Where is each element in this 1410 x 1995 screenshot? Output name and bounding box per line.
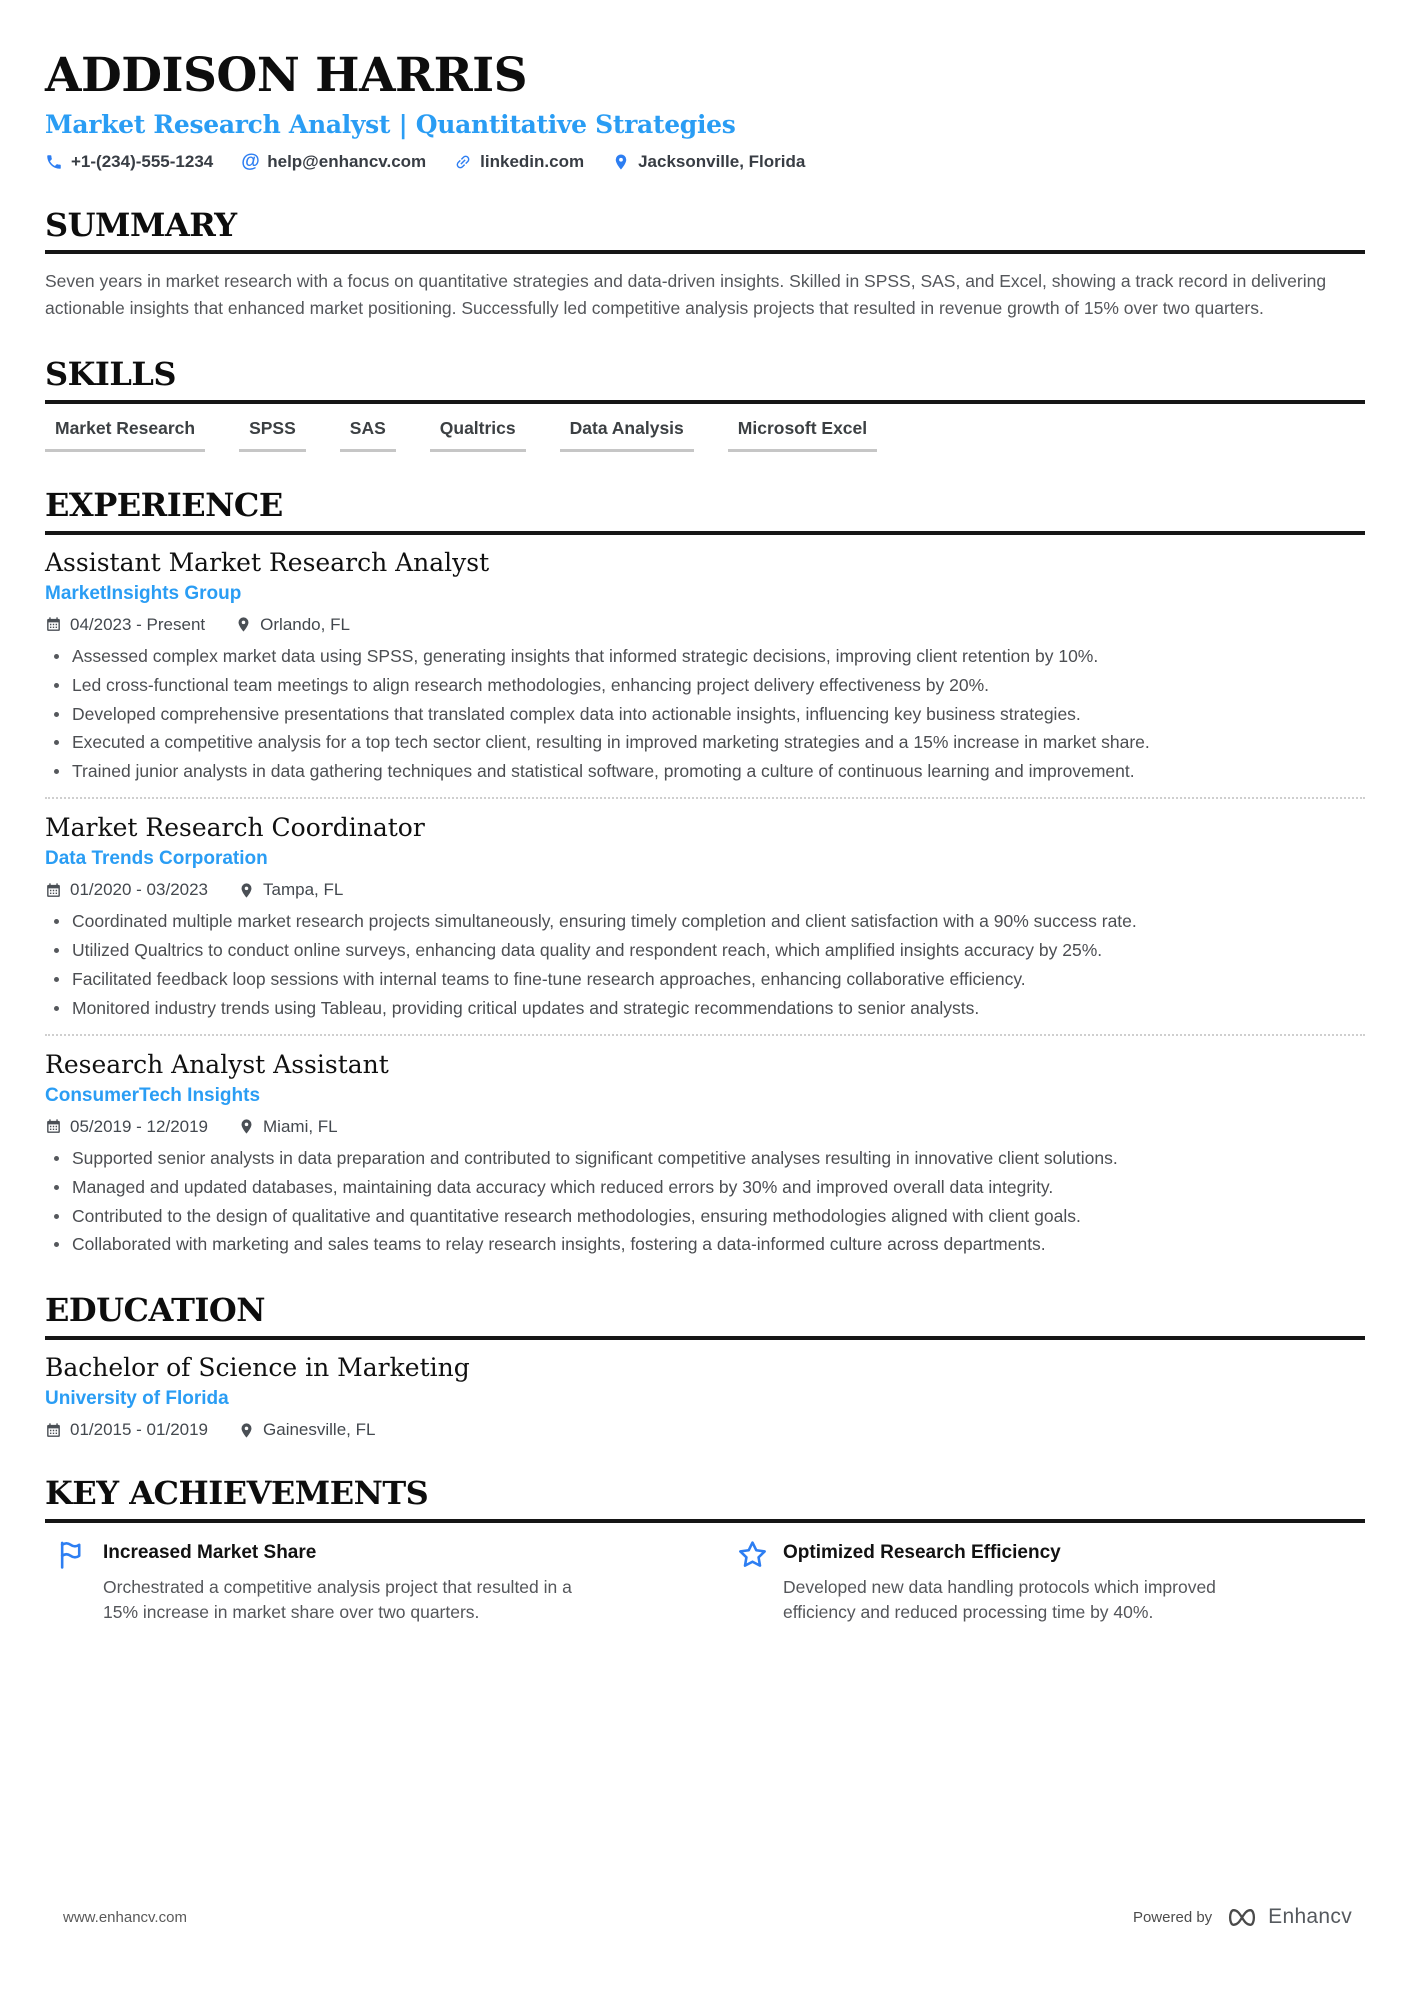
experience-entry [45, 812, 1365, 1021]
contact-row [45, 152, 1365, 172]
contact-linkedin[interactable] [454, 152, 584, 172]
skill-tag: Microsoft Excel [728, 418, 877, 452]
contact-email[interactable] [241, 152, 426, 172]
company-name: ConsumerTech Insights [45, 1084, 261, 1106]
job-bullet: Executed a competitive analysis for a top tech sector client, resulting in improved marketing strategies and a 15% increase in market share. [45, 730, 1365, 755]
education-section [45, 1292, 1365, 1440]
job-bullet: Contributed to the design of qualitative and quantitative research methodologies, ensuring methodologies aligned with client goals. [45, 1204, 1365, 1229]
job-title: Assistant Market Research Analyst [45, 547, 490, 577]
job-bullets [45, 909, 1365, 1020]
education-dates [45, 1420, 208, 1440]
calendar-icon [45, 882, 62, 899]
job-bullet: Collaborated with marketing and sales teams to relay research insights, fostering a data-informed culture across departments. [45, 1232, 1365, 1257]
candidate-name: ADDISON HARRIS [45, 48, 528, 103]
job-location-value: Orlando, FL [260, 614, 350, 634]
candidate-headline: Market Research Analyst | Quantitative Strategies [45, 109, 736, 139]
job-location [238, 1117, 338, 1137]
achievement-content [103, 1539, 583, 1625]
achievement-item [725, 1539, 1365, 1625]
contact-email-value: help@enhancv.com [267, 151, 427, 171]
achievements-section [45, 1475, 1365, 1625]
location-pin-icon [238, 882, 255, 899]
achievement-text: Orchestrated a competitive analysis project that resulted in a 15% increase in market share over two quarters. [103, 1576, 572, 1623]
job-bullet: Utilized Qualtrics to conduct online surveys, enhancing data quality and respondent reach, which amplified insights accuracy by 25%. [45, 938, 1365, 963]
footer-site-link[interactable]: www.enhancv.com [63, 1908, 187, 1926]
job-meta-row [45, 615, 1365, 635]
job-bullet: Assessed complex market data using SPSS, generating insights that informed strategic decisions, improving client retention by 10%. [45, 644, 1365, 669]
summary-heading: SUMMARY [45, 207, 1365, 255]
flag-icon [57, 1539, 88, 1570]
star-icon [737, 1539, 768, 1570]
experience-entry [45, 1049, 1365, 1258]
contact-phone-value: +1-(234)-555-1234 [71, 151, 214, 171]
job-location-value: Miami, FL [263, 1116, 338, 1136]
company-name: Data Trends Corporation [45, 848, 268, 870]
job-meta-row [45, 1117, 1365, 1137]
footer-branding [1133, 1905, 1352, 1929]
contact-phone[interactable] [45, 152, 213, 172]
job-location [235, 615, 350, 635]
education-heading: EDUCATION [45, 1292, 1365, 1340]
job-dates [45, 1117, 208, 1137]
degree-title: Bachelor of Science in Marketing [45, 1353, 470, 1383]
calendar-icon [45, 1422, 62, 1439]
achievement-title: Increased Market Share [103, 1542, 317, 1564]
job-title: Market Research Coordinator [45, 813, 425, 843]
company-name: MarketInsights Group [45, 582, 242, 604]
location-pin-icon [238, 1118, 255, 1135]
skills-row [45, 418, 1365, 452]
skills-section [45, 356, 1365, 452]
skill-tag: SAS [340, 418, 396, 452]
job-bullet: Supported senior analysts in data preparation and contributed to significant competitive analyses resulting in innovative client solutions. [45, 1146, 1365, 1171]
achievements-heading: KEY ACHIEVEMENTS [45, 1475, 1365, 1523]
calendar-icon [45, 1118, 62, 1135]
powered-by-label: Powered by [1132, 1908, 1213, 1926]
job-divider [45, 797, 1365, 799]
achievement-content [783, 1539, 1263, 1625]
job-bullet: Facilitated feedback loop sessions with internal teams to fine-tune research approaches, enhancing collaborative efficiency. [45, 967, 1365, 992]
job-divider [45, 1034, 1365, 1036]
education-dates-value: 01/2015 - 01/2019 [70, 1420, 209, 1440]
job-bullet: Monitored industry trends using Tableau, providing critical updates and strategic recommendations to senior analysts. [45, 996, 1365, 1021]
job-location [238, 880, 343, 900]
job-bullets [45, 644, 1365, 784]
job-dates-value: 05/2019 - 12/2019 [70, 1116, 209, 1136]
link-icon [450, 149, 475, 174]
contact-location [612, 152, 805, 172]
summary-section [45, 207, 1365, 321]
contact-location-value: Jacksonville, Florida [638, 151, 806, 171]
summary-text: Seven years in market research with a focus on quantitative strategies and data-driven insights. Skilled in SPSS, SAS, and Excel, showing a track record in delivering actionable insights that enhanced market positioning. Successfully led competitive analysis projects that resulted in revenue growth of 15% over two quarters. [45, 271, 1327, 318]
location-pin-icon [612, 153, 630, 171]
skill-tag: SPSS [239, 418, 306, 452]
job-dates-value: 01/2020 - 03/2023 [70, 880, 209, 900]
education-entry [45, 1352, 1365, 1440]
job-dates [45, 880, 208, 900]
contact-linkedin-value: linkedin.com [480, 151, 585, 171]
education-meta-row [45, 1420, 1365, 1440]
job-meta-row [45, 880, 1365, 900]
education-location [238, 1420, 375, 1440]
experience-section [45, 487, 1365, 1258]
phone-icon [45, 153, 63, 171]
experience-entry [45, 547, 1365, 784]
skill-tag: Qualtrics [430, 418, 526, 452]
skill-tag: Market Research [45, 418, 205, 452]
job-dates-value: 04/2023 - Present [70, 614, 206, 634]
brand-link[interactable] [1224, 1905, 1352, 1929]
job-bullet: Trained junior analysts in data gathering techniques and statistical software, promoting a culture of continuous learning and improvement. [45, 759, 1365, 784]
brand-name: Enhancv [1268, 1905, 1352, 1928]
enhancv-logo-icon [1224, 1906, 1260, 1929]
education-location-value: Gainesville, FL [263, 1420, 376, 1440]
achievement-title: Optimized Research Efficiency [783, 1542, 1061, 1564]
skill-tag: Data Analysis [560, 418, 694, 452]
achievements-grid [45, 1539, 1365, 1625]
location-pin-icon [238, 1422, 255, 1439]
job-bullet: Managed and updated databases, maintaining data accuracy which reduced errors by 30% and improved overall data integrity. [45, 1175, 1365, 1200]
achievement-item [45, 1539, 685, 1625]
job-bullets [45, 1146, 1365, 1257]
job-bullet: Led cross-functional team meetings to align research methodologies, enhancing project delivery effectiveness by 20%. [45, 673, 1365, 698]
location-pin-icon [235, 616, 252, 633]
achievement-text: Developed new data handling protocols which improved efficiency and reduced processing time by 40%. [783, 1576, 1216, 1623]
job-title: Research Analyst Assistant [45, 1049, 389, 1079]
job-dates [45, 615, 205, 635]
job-bullet: Coordinated multiple market research projects simultaneously, ensuring timely completion and client satisfaction with a 90% success rate. [45, 909, 1365, 934]
job-bullet: Developed comprehensive presentations that translated complex data into actionable insights, influencing key business strategies. [45, 702, 1365, 727]
page-footer [63, 1905, 1352, 1929]
calendar-icon [45, 616, 62, 633]
job-location-value: Tampa, FL [263, 880, 344, 900]
school-name: University of Florida [45, 1388, 229, 1410]
at-icon: @ [241, 150, 260, 172]
resume-header [45, 50, 1365, 172]
skills-heading: SKILLS [45, 356, 1365, 404]
experience-heading: EXPERIENCE [45, 487, 1365, 535]
